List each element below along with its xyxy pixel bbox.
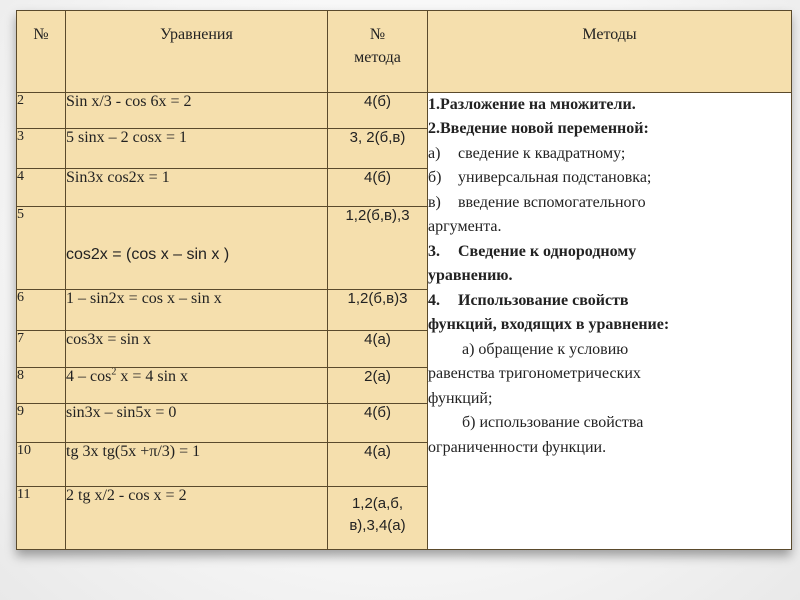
method-code [328,486,428,549]
methods-list [428,92,792,549]
equation: Sin3x cos2x = 1 [66,168,328,206]
row-number: 3 [17,129,66,168]
row-number: 4 [17,168,66,206]
method-4a-cont2: функций; [428,389,493,407]
method-3-cont: уравнению. [428,267,513,285]
equation: cos2x = (cos x – sin x ) [66,206,328,289]
method-code: 1,2(б,в),3 [328,206,428,289]
method-2c: в) введение вспомогательного [428,193,646,211]
method-4: 4. Использование свойств [428,291,629,309]
method-code: 1,2(б,в)3 [328,289,428,330]
header-method-num-line2: метода [354,49,401,66]
method-2c-cont: аргумента. [428,218,502,236]
method-4b: б) использование свойства [462,414,644,432]
method-code: 4(а) [328,443,428,487]
equation: 2 tg x/2 - cos x = 2 [66,486,328,549]
method-4b-cont: ограниченности функции. [428,438,607,456]
header-method-num-line1: № [369,26,386,43]
header-num: № [17,11,66,93]
header-method-num [328,11,428,93]
row-number: 9 [17,403,66,442]
methods-table [16,10,792,550]
method-4a-cont1: равенства тригонометрических [428,365,641,383]
method-2b: б) универсальная подстановка; [428,169,652,187]
method-code: 4(б) [328,168,428,206]
row-number: 8 [17,367,66,403]
header-equations: Уравнения [66,11,328,93]
row-number: 7 [17,331,66,367]
exponent: 2 [111,367,117,378]
equation: $4 - \cos^2 x = 4$ sin x [66,367,328,403]
row-number: 2 [17,92,66,128]
method-code: 3, 2(б,в) [328,129,428,168]
method-code: 4(б) [328,92,428,128]
method-3: 3. Сведение к однородному [428,242,637,260]
equation: sin3x – sin5x = 0 [66,403,328,442]
equation: Sin x/3 - cos 6x = 2 [66,92,328,128]
row-number: 5 [17,206,66,289]
method-code: 2(а) [328,367,428,403]
table-row [17,92,792,128]
header-methods: Методы [428,11,792,93]
header-row [17,11,792,93]
method-2: 2.Введение новой переменной: [428,120,649,138]
equation: cos3x = sin x [66,331,328,367]
equation: 1 – sin2x = cos x – sin x [66,289,328,330]
method-code-line2: в),3,4(а) [349,516,406,534]
method-code: 4(а) [328,331,428,367]
method-4-cont: функций, входящих в уравнение: [428,316,670,334]
method-code: 4(б) [328,403,428,442]
row-number: 6 [17,289,66,330]
equation: 5 sinx – 2 cosx = 1 [66,129,328,168]
row-number: 10 [17,443,66,487]
method-4a: а) обращение к условию [462,340,629,358]
method-code-line1: 1,2(а,б, [351,494,404,512]
method-2a: а) сведение к квадратному; [428,144,626,162]
method-1: 1.Разложение на множители. [428,95,636,113]
equation: tg 3x tg(5x +π/3) = 1 [66,443,328,487]
row-number: 11 [17,486,66,549]
